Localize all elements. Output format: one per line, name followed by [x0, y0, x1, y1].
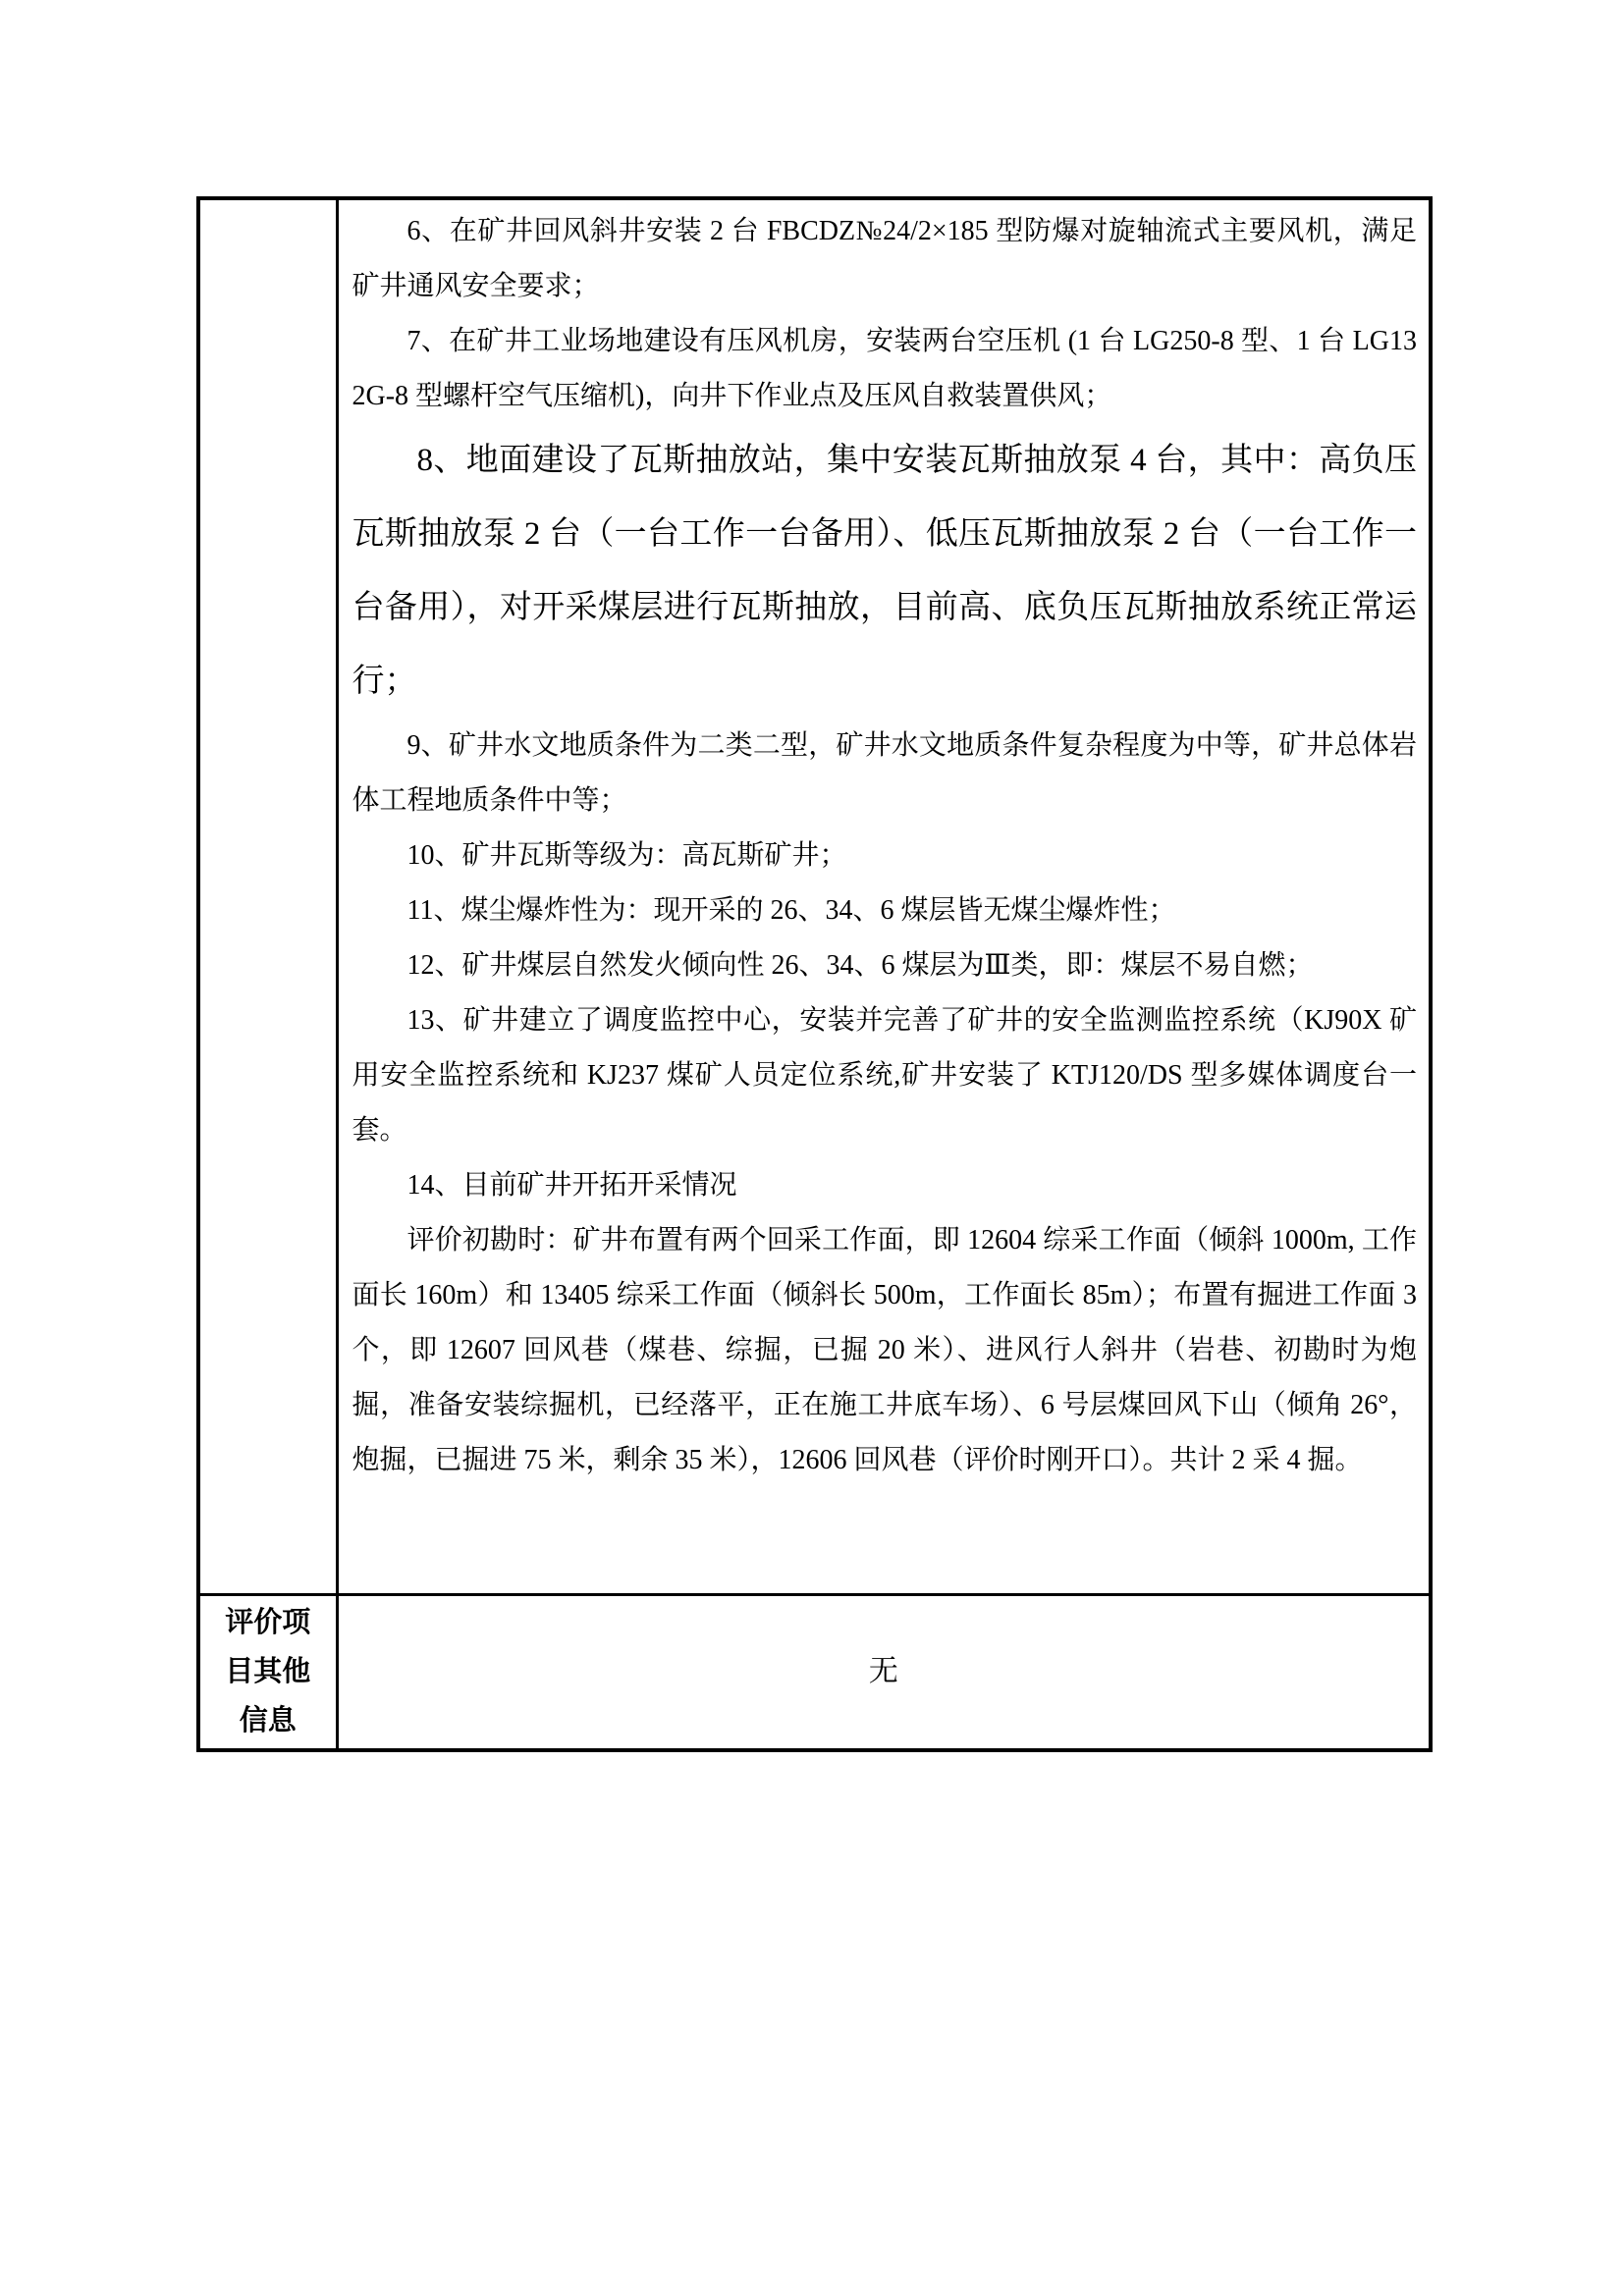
- overview-row: [198, 198, 1431, 1594]
- other-info-label-cell: [198, 1594, 337, 1750]
- item-8-gas-drainage-station: 8、地面建设了瓦斯抽放站，集中安装瓦斯抽放泵 4 台，其中：高负压瓦斯抽放泵 2 台（一台工作一台备用）、低压瓦斯抽放泵 2 台（一台工作一台备用），对开采煤层进行瓦斯抽放，目前高、底负压瓦斯抽放系统正常运行；: [352, 443, 1417, 699]
- item-12-spontaneous-combustion: 12、矿井煤层自然发火倾向性 26、34、6 煤层为Ⅲ类，即：煤层不易自燃；: [406, 950, 1314, 981]
- overview-content-cell: [337, 198, 1431, 1594]
- other-info-row: [198, 1594, 1431, 1750]
- item-11-coal-dust-explosiveness: 11、煤尘爆炸性为：现开采的 26、34、6 煤层皆无煤尘爆炸性；: [406, 895, 1176, 926]
- item-14-mining-status-title: 14、目前矿井开拓开采情况: [406, 1170, 737, 1201]
- item-10-gas-grade: 10、矿井瓦斯等级为：高瓦斯矿井；: [406, 840, 847, 871]
- item-6-main-fans: 6、在矿井回风斜井安装 2 台 FBCDZ№24/2×185 型防爆对旋轴流式主要风机，满足矿井通风安全要求；: [352, 216, 1417, 301]
- other-info-value: 无: [868, 1655, 898, 1688]
- item-13-monitoring-systems: 13、矿井建立了调度监控中心，安装并完善了矿井的安全监测监控系统（KJ90X 矿用安全监控系统和 KJ237 煤矿人员定位系统,矿井安装了 KTJ120/DS 型多媒体调度台一套。: [352, 1005, 1417, 1146]
- item-7-air-compressors: 7、在矿井工业场地建设有压风机房，安装两台空压机 (1 台 LG250-8 型、1 台 LG132G-8 型螺杆空气压缩机)，向井下作业点及压风自救装置供风；: [352, 326, 1417, 411]
- other-info-value-cell: [337, 1594, 1431, 1750]
- safety-evaluation-table: [196, 196, 1433, 1752]
- other-info-label: 评价项目其他信息: [225, 1607, 311, 1737]
- mining-status-description: 评价初勘时：矿井布置有两个回采工作面，即 12604 综采工作面（倾斜 1000m, 工作面长 160m）和 13405 综采工作面（倾斜长 500m，工作面长 85m）；布置有掘进工作面 3 个，即 12607 回风巷（煤巷、综掘，已掘 20 米）、进风行人斜井（岩巷、初勘时为炮掘，准备安装综掘机，已经落平，正在施工井底车场）、6 号层煤回风下山（倾角 26°，炮掘，已掘进 75 米，剩余 35 米），12606 回风巷（评价时刚开口）。共计 2 采 4 掘。: [352, 1225, 1417, 1475]
- item-9-hydrogeological-conditions: 9、矿井水文地质条件为二类二型，矿井水文地质条件复杂程度为中等，矿井总体岩体工程地质条件中等；: [352, 730, 1417, 816]
- overview-row-label-cell: [198, 198, 337, 1594]
